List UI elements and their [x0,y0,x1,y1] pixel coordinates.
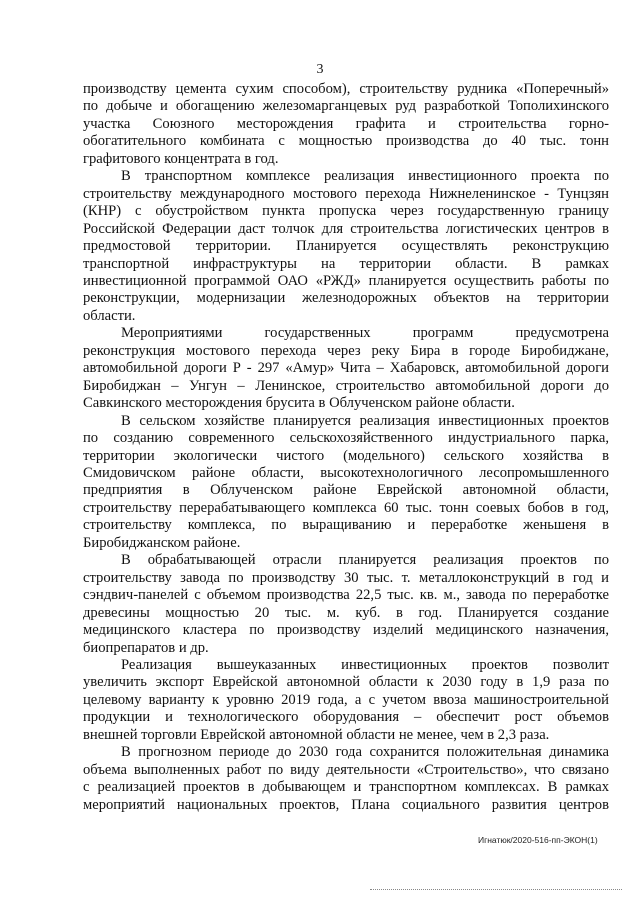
paragraph-manufacturing [83,552,609,657]
text-line: Биробиджанском районе. [83,534,241,551]
text-line: целевому варианту к уровню 2019 года, а с учетом ввоза машиностроительной [83,691,609,708]
text-line: территории экологически чистого (модельного) сельского хозяйства в [83,447,609,464]
text-line: древесины мощностью 20 тыс. м. куб. в год. Планируется создание [83,604,609,621]
text-line: Мероприятиями государственных программ предусмотрена [121,325,609,342]
divider [370,889,622,890]
text-line: Реализация вышеуказанных инвестиционных проектов позволит [121,656,609,673]
text-line: медицинского кластера по производству изделий медицинского назначения, [83,622,609,639]
paragraph-agriculture [83,413,609,553]
text-line: строительству международного мостового перехода Нижнеленинское - Тунцзян [83,185,609,202]
text-line: транспортной инфраструктуры на территории области. В рамках [83,255,609,272]
text-line: биопрепаратов и др. [83,639,209,656]
text-line: автомобильной дороги Р - 297 «Амур» Чита – Хабаровск, автомобильной дороги [83,360,609,377]
text-line: обогатительного комбината с мощностью производства до 40 тыс. тонн [83,133,609,150]
text-line: увеличить экспорт Еврейской автономной области к 2030 году в 1,9 раза по [83,674,609,691]
text-line: В сельском хозяйстве планируется реализация инвестиционных проектов [121,412,609,429]
text-line: по созданию современного сельскохозяйственного индустриального парка, [83,430,609,447]
text-line: сэндвич-панелей с объемом производства 22,5 тыс. кв. м., завода по переработке [83,587,609,604]
text-line: мероприятий национальных проектов, Плана социального развития центров [83,796,609,813]
text-line: Российской Федерации даст толчок для строительства логистических центров в [83,220,609,237]
text-line: предприятия в Облученском районе Еврейской автономной области, [83,482,609,499]
paragraph-cement-graphite [83,81,609,168]
text-line: В транспортном комплексе реализация инвестиционного проекта по [121,168,609,185]
paragraph-construction-forecast [83,744,609,814]
page-number: 3 [316,62,324,77]
text-line: Смидовичском районе области, высокотехнологичного лесопромышленного [83,464,609,481]
text-line: продукции и технологического оборудования – обеспечит рост объемов [83,709,609,726]
text-line: Савкинского месторождения брусита в Облученском районе области. [83,395,515,412]
text-line: В обрабатывающей отрасли планируется реализация проектов по [121,552,609,569]
text-line: реконструкция мостового перехода через реку Бира в городе Биробиджане, [83,342,609,359]
text-line: строительству комплекса, по выращиванию и переработке женьшеня в [83,517,609,534]
text-line: внешней торговли Еврейской автономной области не менее, чем в 2,3 раза. [83,726,550,743]
text-line: с реализацией проектов в добывающем и транспортном комплексах. В рамках [83,779,609,796]
text-line: участка Союзного месторождения графита и строительства горно- [83,115,609,132]
text-line: объема выполненных работ по виду деятельности «Строительство», что связано [83,761,609,778]
text-line: (КНР) с обустройством пункта пропуска через государственную границу [83,203,609,220]
text-line: строительству завода по производству 30 тыс. т. металлоконструкций в год и [83,569,609,586]
text-line: Биробиджан – Унгун – Ленинское, строительство автомобильной дороги до [83,377,609,394]
text-line: области. [83,307,136,324]
text-line: реконструкции, модернизации железнодорожных объектов на территории [83,290,609,307]
text-line: производству цемента сухим способом), строительству рудника «Поперечный» [83,81,609,97]
document-reference-code: Игнатюк/2020-516-пп-ЭКОН(1) [478,835,598,845]
text-line: предмостовой территории. Планируется осуществлять реконструкцию [83,238,609,255]
text-line: В прогнозном периоде до 2030 года сохранится положительная динамика [121,744,609,761]
paragraph-transport [83,168,609,325]
document-body [83,81,609,814]
text-line: строительству перерабатывающего комплекса 60 тыс. тонн соевых бобов в год, [83,499,609,516]
text-line: по добыче и обогащению железомарганцевых руд разработкой Тополихинского [83,98,609,115]
paragraph-state-programs [83,325,609,412]
text-line: инвестиционной программой ОАО «РЖД» планируется осуществить работы по [83,272,609,289]
text-line: графитового концентрата в год. [83,150,279,167]
paragraph-export [83,657,609,744]
